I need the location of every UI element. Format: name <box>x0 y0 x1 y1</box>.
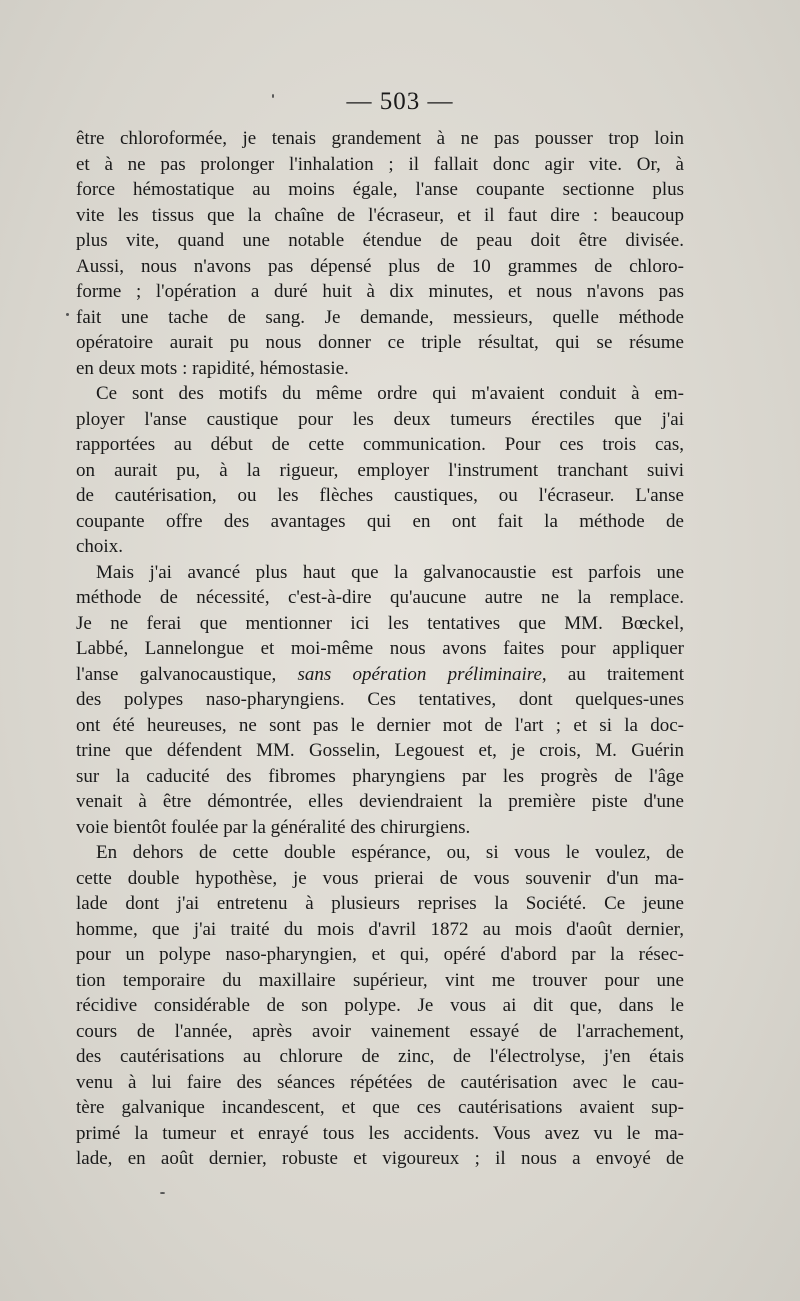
text-line: ont été heureuses, ne sont pas le dernier mot de l'art ; et si la doc- <box>76 714 684 736</box>
text-line: homme, que j'ai traité du mois d'avril 1872 au mois d'août dernier, <box>76 918 684 940</box>
paragraph-end-line: voie bientôt foulée par la généralité des chirurgiens. <box>76 816 471 838</box>
text-line: on aurait pu, à la rigueur, employer l'instrument tranchant suivi <box>76 459 684 481</box>
body-text <box>76 126 684 1172</box>
text-line: opératoire aurait pu nous donner ce triple résultat, qui se résume <box>76 332 684 353</box>
text-line: Aussi, nous n'avons pas dépensé plus de 10 grammes de chloro- <box>76 255 684 277</box>
text-line-with-italic <box>76 662 684 688</box>
paragraph-end-line: choix. <box>76 536 123 557</box>
paper-speck <box>66 313 69 316</box>
text-line: forme ; l'opération a duré huit à dix minutes, et nous n'avons pas <box>76 281 684 302</box>
paragraph-start-line: Ce sont des motifs du même ordre qui m'avaient conduit à em- <box>96 383 684 404</box>
text-line: Labbé, Lannelongue et moi-même nous avons faites pour appliquer <box>76 638 684 659</box>
text-line: vite les tissus que la chaîne de l'écraseur, et il faut dire : beaucoup <box>76 204 684 226</box>
page-number: — 503 — <box>346 88 454 115</box>
text-line: trine que défendent MM. Gosselin, Legouest et, je crois, M. Guérin <box>76 740 684 761</box>
text-line: lade, en août dernier, robuste et vigoureux ; il nous a envoyé de <box>76 1148 684 1169</box>
text-line: lade dont j'ai entretenu à plusieurs reprises la Société. Ce jeune <box>76 893 684 914</box>
text-line: cette double hypothèse, je vous prierai de vous souvenir d'un ma- <box>76 867 684 889</box>
text-line: méthode de nécessité, c'est-à-dire qu'aucune autre ne la remplace. <box>76 587 684 608</box>
text-line: et à ne pas prolonger l'inhalation ; il fallait donc agir vite. Or, à <box>76 153 684 175</box>
text-segment: , au traitement <box>541 663 684 685</box>
text-segment: l'anse galvanocaustique, <box>76 663 298 685</box>
text-line: pour un polype naso-pharyngien, et qui, opéré d'abord par la résec- <box>76 944 684 965</box>
text-line: fait une tache de sang. Je demande, messieurs, quelle méthode <box>76 306 684 328</box>
text-line: rapportées au début de cette communication. Pour ces trois cas, <box>76 434 684 455</box>
paragraph-start-line: Mais j'ai avancé plus haut que la galvanocaustie est parfois une <box>96 561 684 583</box>
text-line: sur la caducité des fibromes pharyngiens par les progrès de l'âge <box>76 765 684 787</box>
text-line: force hémostatique au moins égale, l'anse coupante sectionne plus <box>76 179 684 200</box>
text-line: tère galvanique incandescent, et que ces cautérisations avaient sup- <box>76 1097 684 1118</box>
text-line: plus vite, quand une notable étendue de peau doit être divisée. <box>76 230 684 251</box>
text-line: ployer l'anse caustique pour les deux tumeurs érectiles que j'ai <box>76 408 684 430</box>
paper-speck <box>160 1192 165 1194</box>
text-line: venait à être démontrée, elles deviendraient la première piste d'une <box>76 791 684 812</box>
text-line: être chloroformée, je tenais grandement à ne pas pousser trop loin <box>76 128 684 149</box>
text-line: Je ne ferai que mentionner ici les tentatives que MM. Bœckel, <box>76 612 684 634</box>
text-line: tion temporaire du maxillaire supérieur, vint me trouver pour une <box>76 969 684 991</box>
text-line: cours de l'année, après avoir vainement essayé de l'arrachement, <box>76 1020 684 1042</box>
text-line: des polypes naso-pharyngiens. Ces tentatives, dont quelques-unes <box>76 689 684 710</box>
text-line: coupante offre des avantages qui en ont fait la méthode de <box>76 510 684 532</box>
text-line: récidive considérable de son polype. Je vous ai dit que, dans le <box>76 995 684 1016</box>
paper-speck <box>272 94 274 98</box>
text-line: venu à lui faire des séances répétées de cautérisation avec le cau- <box>76 1071 684 1093</box>
text-line: des cautérisations au chlorure de zinc, de l'électrolyse, j'en étais <box>76 1046 684 1067</box>
paragraph-end-line: en deux mots : rapidité, hémostasie. <box>76 357 349 379</box>
text-line: primé la tumeur et enrayé tous les accidents. Vous avez vu le ma- <box>76 1122 684 1144</box>
italic-phrase: sans opération préliminaire <box>297 663 542 685</box>
text-line: de cautérisation, ou les flèches caustiques, ou l'écraseur. L'anse <box>76 485 684 506</box>
paragraph-start-line: En dehors de cette double espérance, ou, si vous le voulez, de <box>96 842 684 863</box>
